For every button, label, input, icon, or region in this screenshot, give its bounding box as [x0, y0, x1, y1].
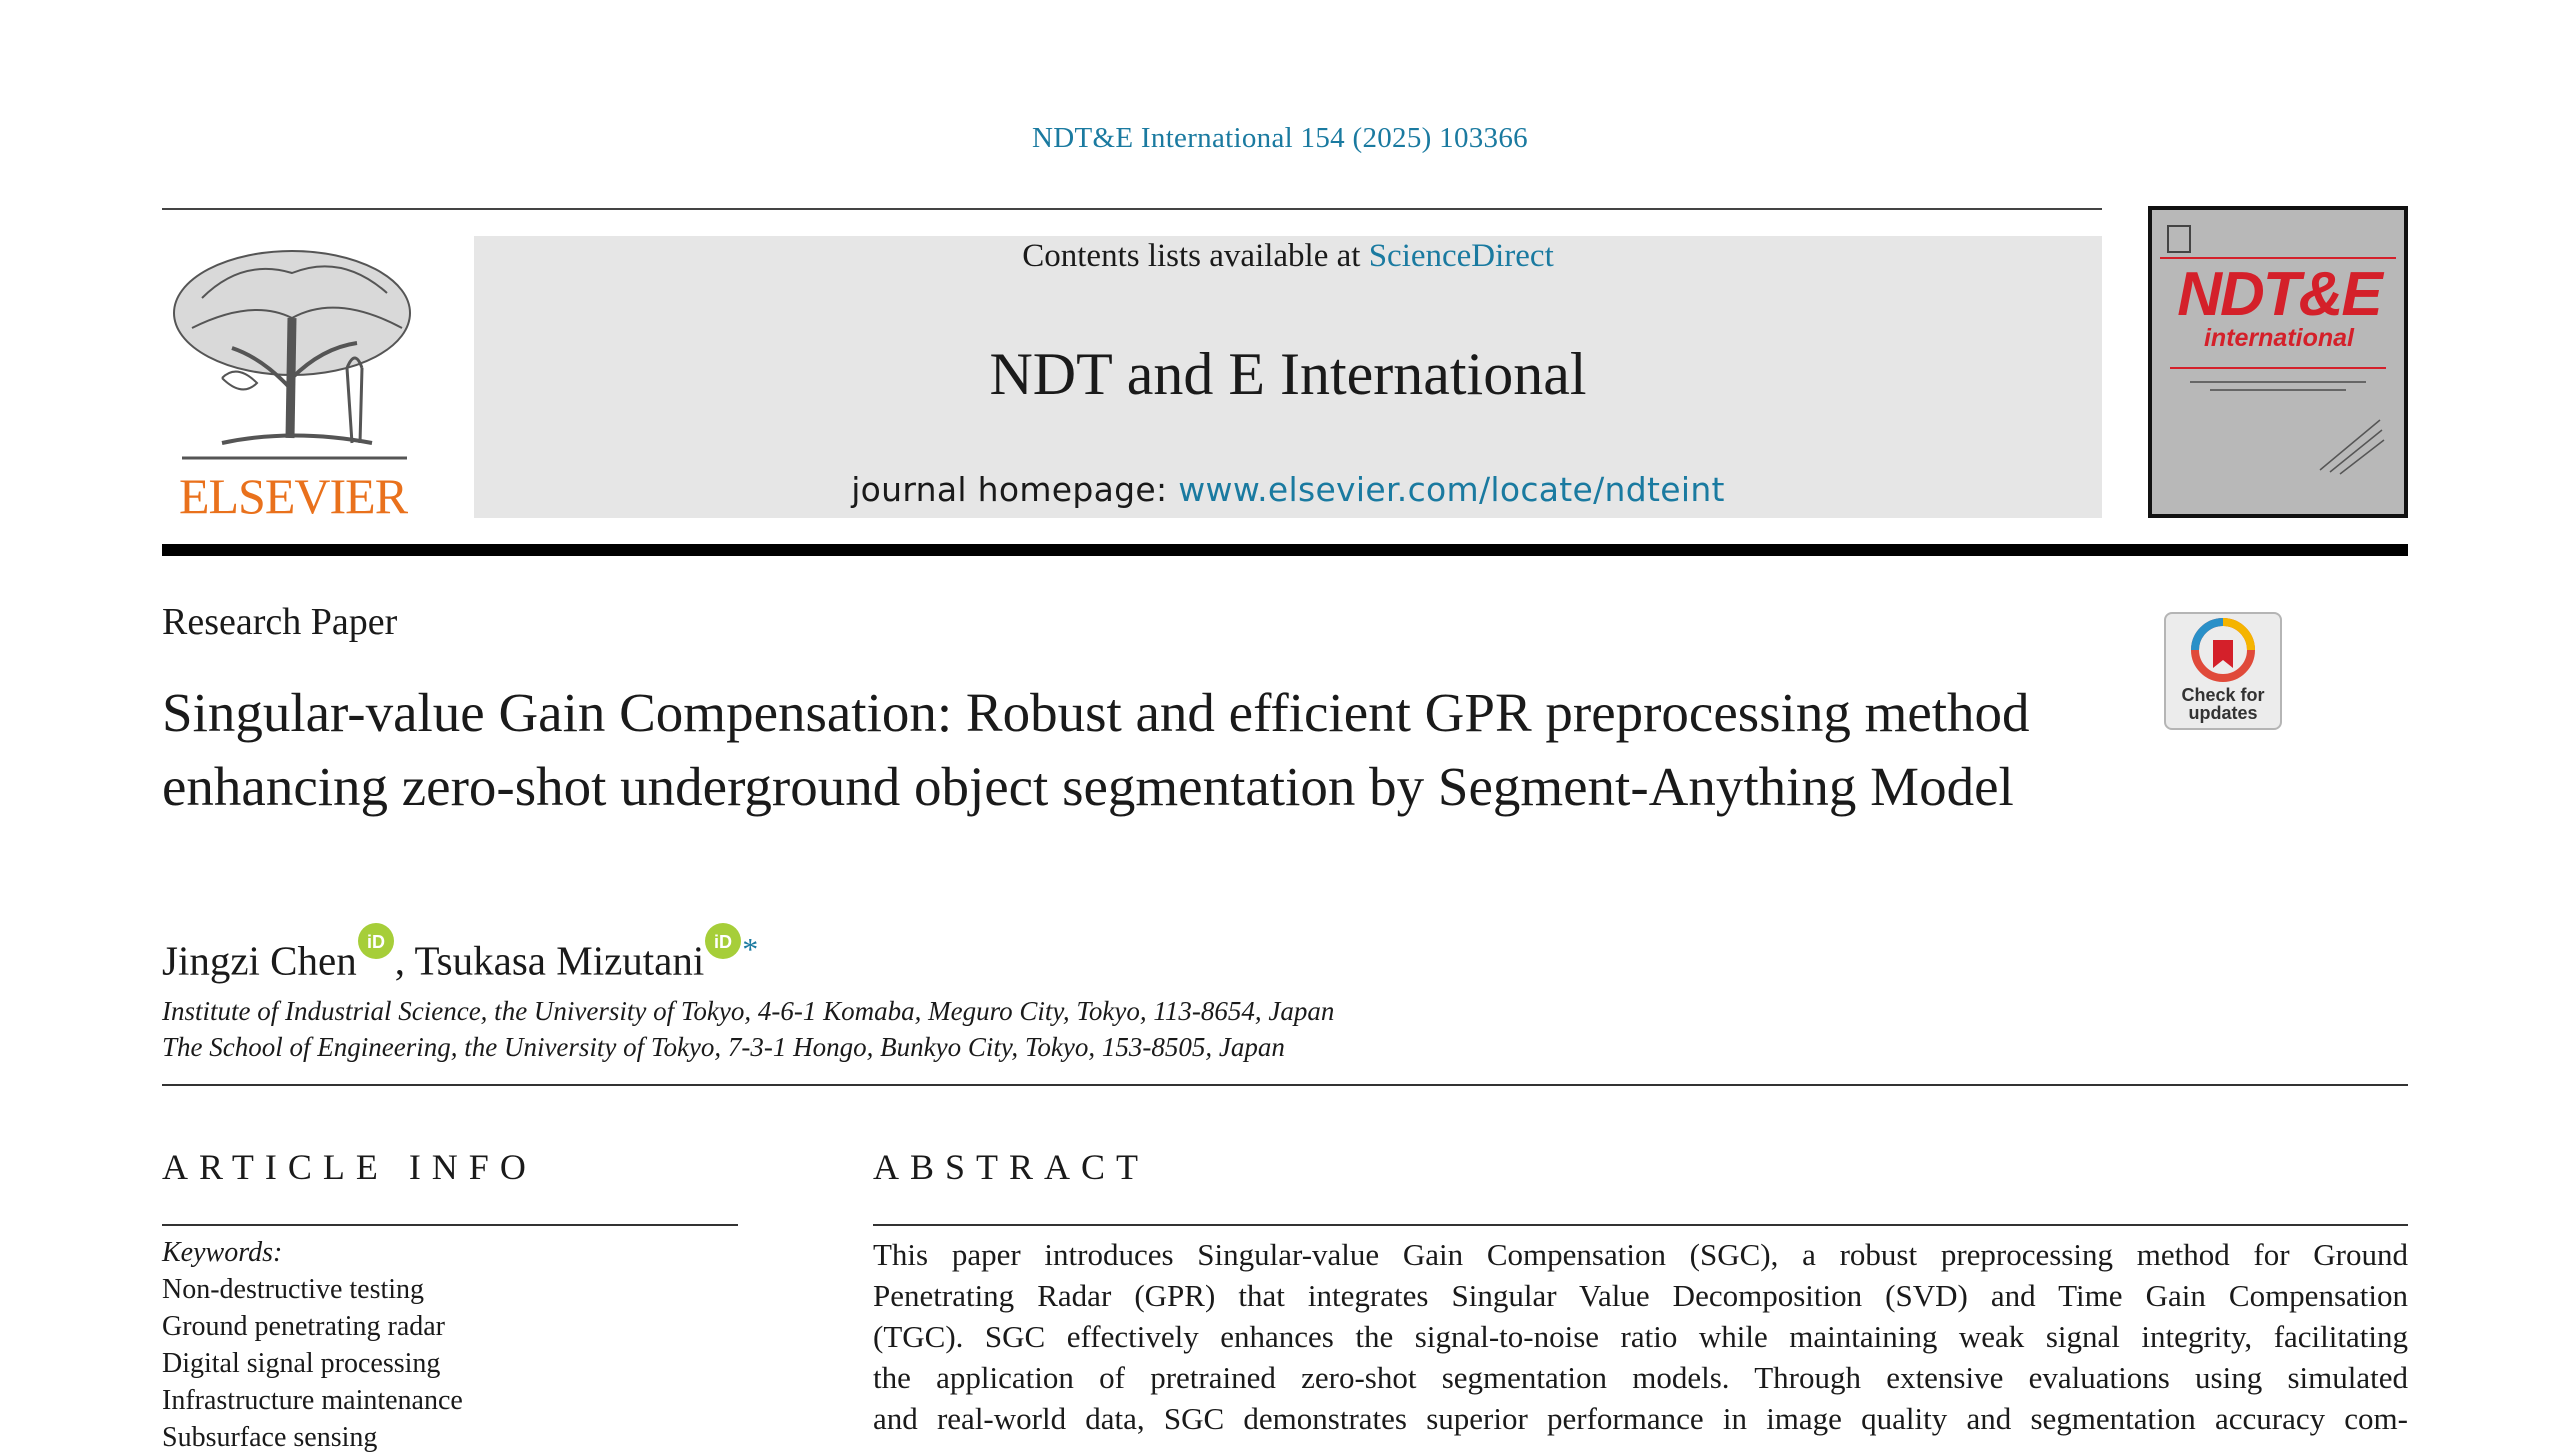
abstract-rule [873, 1224, 2408, 1226]
abstract-heading: ABSTRACT [873, 1147, 1150, 1187]
affiliation: The School of Engineering, the University of Tokyo, 7-3-1 Hongo, Bunkyo City, Tokyo, 153-8505, Japan [162, 1032, 1285, 1062]
keyword-item: Non-destructive testing [162, 1274, 425, 1305]
contents-line [474, 238, 2102, 275]
journal-reference[interactable]: NDT&E International 154 (2025) 103366 [1032, 122, 1528, 154]
abstract-line: (TGC). SGC effectively enhances the signal-to-noise ratio while maintaining weak signal integrity, facilitating [873, 1319, 2408, 1354]
keyword-item: Ground penetrating radar [162, 1311, 445, 1342]
abstract-line: and real-world data, SGC demonstrates superior performance in image quality and segmentation accuracy com- [873, 1401, 2408, 1436]
keywords-label: Keywords: [162, 1237, 283, 1268]
abstract-line: the application of pretrained zero-shot segmentation models. Through extensive evaluations using simulated [873, 1360, 2408, 1395]
keyword-item: Digital signal processing [162, 1348, 441, 1379]
keywords-block [162, 1234, 463, 1456]
author-name[interactable]: Tsukasa Mizutani [414, 937, 705, 984]
author-list [162, 922, 758, 987]
svg-text:iD: iD [366, 932, 385, 952]
masthead-rule [162, 544, 2408, 556]
author-separator: , [394, 937, 415, 984]
corresponding-author-mark[interactable]: * [742, 931, 759, 967]
journal-name: NDT and E International [989, 341, 1587, 407]
sciencedirect-link[interactable]: ScienceDirect [1368, 238, 1554, 274]
orcid-icon[interactable] [357, 922, 395, 960]
abstract-line: Penetrating Radar (GPR) that integrates Singular Value Decomposition (SVD) and Time Gain Compensation [873, 1278, 2408, 1313]
abstract-body [873, 1234, 2408, 1439]
homepage-line [474, 470, 2102, 509]
homepage-prefix: journal homepage: [851, 470, 1179, 509]
crossmark-label: Check for updates [2181, 685, 2265, 723]
homepage-link[interactable]: www.elsevier.com/locate/ndteint [1178, 470, 1725, 509]
cover-header-strip [2160, 222, 2396, 262]
cover-decoration [2170, 360, 2386, 480]
keyword-item: Subsurface sensing [162, 1422, 378, 1453]
contents-prefix: Contents lists available at [1022, 238, 1369, 274]
tree-illustration [162, 238, 424, 468]
abstract-line: This paper introduces Singular-value Gain Compensation (SGC), a robust preprocessing method for Ground [873, 1237, 2408, 1272]
keyword-item: Infrastructure maintenance [162, 1385, 463, 1416]
cover-subtitle: international [2203, 324, 2354, 352]
cover-title: NDT&E [2177, 260, 2381, 329]
article-type: Research Paper [162, 601, 398, 643]
author-name[interactable]: Jingzi Chen [162, 937, 357, 984]
affiliation: Institute of Industrial Science, the University of Tokyo, 4-6-1 Komaba, Meguro City, Tokyo, 113-8654, Japan [162, 996, 1335, 1026]
elsevier-wordmark: ELSEVIER [178, 468, 408, 524]
svg-text:iD: iD [714, 932, 733, 952]
paper-title: Singular-value Gain Compensation: Robust and efficient GPR preprocessing method enhancing zero-shot underground object segmentation by Segment-Anything Model [162, 682, 2030, 817]
crossmark-icon [2166, 614, 2280, 684]
header-rule [162, 208, 2102, 210]
article-info-heading: ARTICLE INFO [162, 1147, 537, 1187]
article-info-rule [162, 1224, 738, 1226]
section-rule [162, 1084, 2408, 1086]
orcid-icon[interactable] [704, 922, 742, 960]
